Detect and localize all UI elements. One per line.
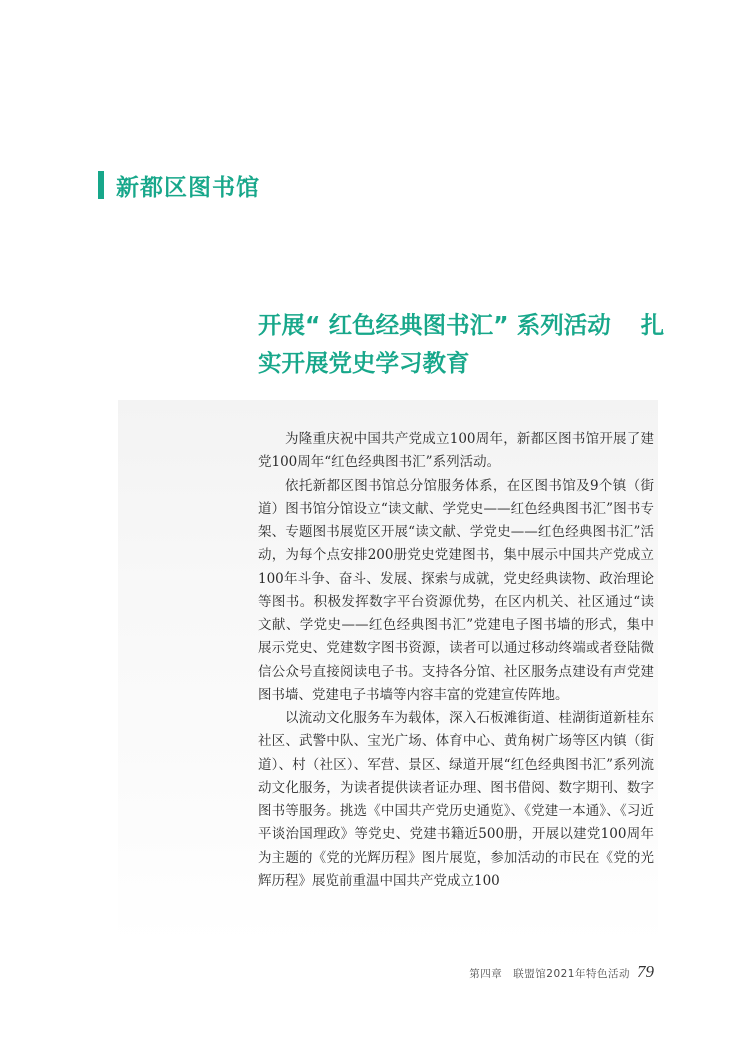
article-title (258, 306, 665, 382)
article-title-line-1-end: 扎 (640, 311, 665, 339)
paragraph-2: 依托新都区图书馆总分馆服务体系，在区图书馆及9个镇（街道）图书馆分馆设立“读文献、学党史——红色经典图书汇”图书专架、专题图书展览区开展“读文献、学党史——红色经典图书汇”活动，为每个点安排200册党史党建图书，集中展示中国共产党成立100年斗争、奋斗、发展、探索与成就，党史经典读物、政治理论等图书。积极发挥数字平台资源优势，在区内机关、社区通过“读文献、学党史——红色经典图书汇”党建电子图书墙的形式，集中展示党史、党建数字图书资源，读者可以通过移动终端或者登陆微信公众号直接阅读电子书。支持各分馆、社区服务点建设有声党建图书墙、党建电子书墙等内容丰富的党建宣传阵地。 (258, 477, 654, 703)
page-number: 79 (637, 962, 654, 981)
section-header (98, 170, 260, 200)
section-accent-bar (98, 171, 104, 199)
page-footer (469, 962, 654, 982)
chapter-label: 第四章 联盟馆2021年特色活动 (469, 968, 630, 980)
paragraph-3: 以流动文化服务车为载体，深入石板滩街道、桂湖街道新桂东社区、武警中队、宝光广场、体育中心、黄角树广场等区内镇（街道）、村（社区）、军营、景区、绿道开展“红色经典图书汇”系列流动文化服务，为读者提供读者证办理、图书借阅、数字期刊、数字图书等服务。挑选《中国共产党历史通览》、《党建一本通》、《习近平谈治国理政》等党史、党建书籍近500册，开展以建党100周年为主题的《党的光辉历程》图片展览，参加活动的市民在《党的光辉历程》展览前重温中国共产党成立100 (258, 710, 654, 889)
article-title-line-1-main: 开展“ 红色经典图书汇” 系列活动 (258, 311, 611, 339)
article-title-line-1 (258, 306, 665, 344)
paragraph-1: 为隆重庆祝中国共产党成立100周年，新都区图书馆开展了建党100周年“红色经典图书汇”系列活动。 (258, 431, 654, 471)
article-body (258, 428, 654, 893)
article-title-line-2: 实开展党史学习教育 (258, 349, 470, 377)
section-title: 新都区图书馆 (116, 174, 260, 201)
